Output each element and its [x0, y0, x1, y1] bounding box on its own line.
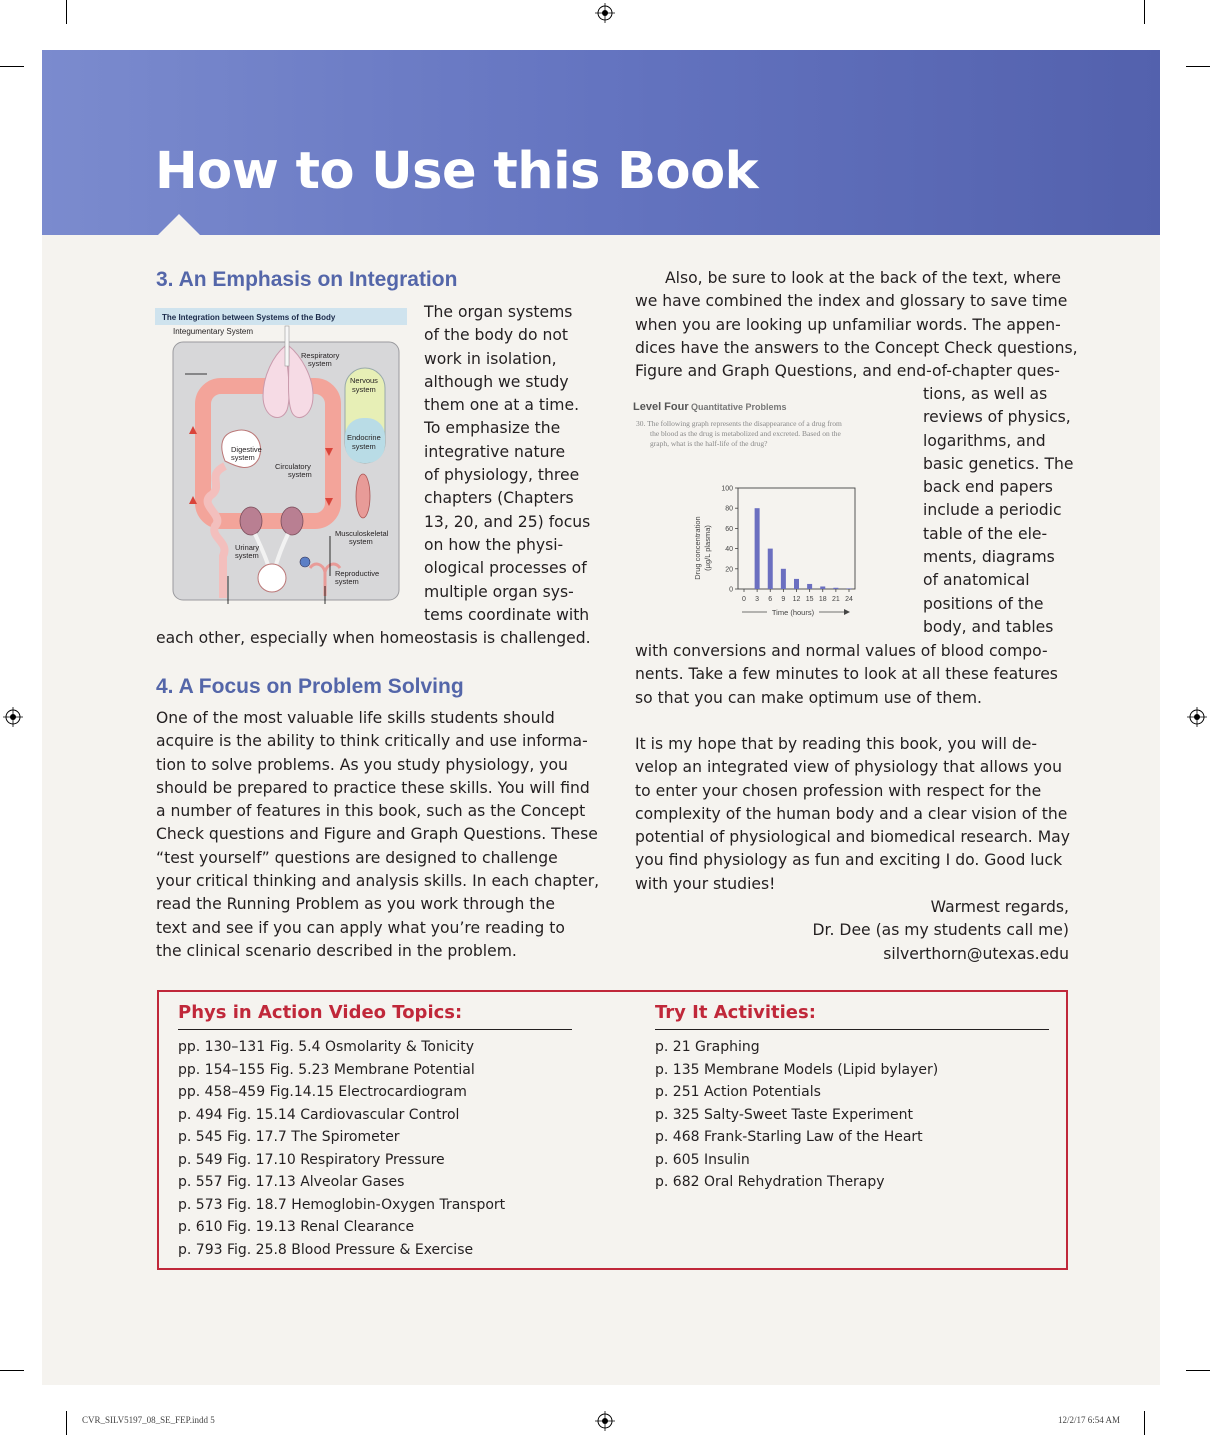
- registration-mark-icon: [1187, 707, 1207, 727]
- list-item: p. 468 Frank-Starling Law of the Heart: [655, 1129, 923, 1145]
- chart-bar: [755, 508, 760, 589]
- text-line: on how the physi-: [424, 535, 564, 554]
- list-item: p. 325 Salty-Sweet Taste Experiment: [655, 1106, 913, 1123]
- text-line: ological processes of: [424, 559, 587, 578]
- text-line: body, and tables: [923, 617, 1054, 636]
- x-tick-label: 24: [845, 596, 853, 603]
- section-4-body: [156, 707, 599, 963]
- x-tick-label: 0: [742, 596, 746, 603]
- text-line: It is my hope that by reading this book, you will de-: [635, 735, 1037, 753]
- list-item: p. 494 Fig. 15.14 Cardiovascular Control: [178, 1106, 460, 1123]
- crop-mark: [66, 1411, 67, 1435]
- text-line: a number of features in this book, such as the Concept: [156, 802, 586, 821]
- y-tick-label: 20: [725, 566, 733, 574]
- try-it-heading: Try It Activities:: [655, 1002, 816, 1023]
- text-line: we have combined the index and glossary to save time: [635, 292, 1068, 311]
- text-line: should be prepared to practice these skills. You will find: [156, 778, 590, 797]
- question-line: the blood as the drug is metabolized and excreted. Based on the: [650, 429, 841, 438]
- signoff-line: Dr. Dee (as my students call me): [812, 921, 1069, 940]
- crop-mark: [1144, 1411, 1145, 1435]
- text-line: your critical thinking and analysis skills. In each chapter,: [156, 872, 600, 891]
- page-title: How to Use this Book: [155, 142, 759, 201]
- label-endocrine-2: system: [352, 442, 376, 451]
- text-line: tems coordinate with: [424, 605, 590, 624]
- chart-bar: [847, 588, 852, 589]
- text-line: potential of physiological and biomedical research. May: [635, 828, 1070, 847]
- y-tick-label: 60: [725, 525, 733, 533]
- label-respiratory-2: system: [308, 359, 332, 368]
- text-line: tion to solve problems. As you study physiology, you: [156, 755, 568, 774]
- y-tick-label: 100: [721, 485, 733, 493]
- list-item: p. 549 Fig. 17.10 Respiratory Pressure: [178, 1151, 445, 1168]
- text-line: although we study: [424, 372, 569, 391]
- text-line: Also, be sure to look at the back of the text, where: [665, 269, 1061, 287]
- list-item: p. 610 Fig. 19.13 Renal Clearance: [178, 1219, 415, 1235]
- chart-ylabel-2: (µg/L plasma): [703, 525, 712, 571]
- level-four-figure: [630, 396, 912, 626]
- list-item: p. 605 Insulin: [655, 1151, 750, 1168]
- half-life-bar-chart: [721, 486, 855, 604]
- level-four-subheading: Quantitative Problems: [691, 402, 787, 412]
- question-line: graph, what is the half-life of the drug?: [650, 439, 768, 448]
- crop-mark: [1186, 66, 1210, 67]
- slug-date: 12/2/17 6:54 AM: [1058, 1415, 1121, 1425]
- text-line: acquire is the ability to think critically and use informa-: [156, 732, 588, 751]
- text-line: 13, 20, and 25) focus: [424, 512, 591, 531]
- text-line: each other, especially when homeostasis is challenged.: [156, 629, 591, 647]
- label-urinary: Urinary: [235, 543, 260, 552]
- level-four-heading: Level Four: [633, 401, 689, 413]
- text-line: text and see if you can apply what you’re reading to: [156, 918, 565, 937]
- x-tick-label: 12: [792, 596, 801, 603]
- x-tick-label: 9: [781, 596, 786, 603]
- divider: [178, 1029, 572, 1030]
- text-line: of the body do not: [424, 326, 568, 345]
- label-nervous: Nervous: [350, 376, 378, 385]
- text-line: One of the most valuable life skills students should: [156, 709, 555, 727]
- text-line: “test yourself” questions are designed to challenge: [156, 848, 558, 867]
- banner-notch: [158, 214, 200, 235]
- chart-bar: [781, 569, 786, 589]
- text-line: basic genetics. The: [923, 454, 1074, 473]
- crop-mark: [66, 0, 67, 24]
- signoff: [813, 896, 1069, 966]
- label-reproductive: Reproductive: [335, 569, 380, 578]
- y-tick-label: 0: [729, 586, 733, 594]
- text-line: Check questions and Figure and Graph Questions. These: [156, 825, 598, 844]
- question-line: 30. The following graph represents the disappearance of a drug from: [636, 419, 842, 428]
- list-item: p. 21 Graphing: [655, 1039, 760, 1055]
- x-tick-label: 6: [768, 596, 773, 603]
- list-item: p. 557 Fig. 17.13 Alveolar Gases: [178, 1174, 405, 1190]
- text-line: them one at a time.: [424, 396, 580, 415]
- crop-mark: [0, 1370, 24, 1371]
- text-line: back end papers: [923, 478, 1053, 497]
- list-item: p. 135 Membrane Models (Lipid bylayer): [655, 1061, 939, 1078]
- label-musculoskeletal-2: system: [349, 537, 373, 546]
- x-tick-label: 15: [805, 596, 814, 603]
- right-column-hope: [635, 733, 1070, 896]
- x-tick-label: 18: [818, 596, 827, 603]
- right-column-after: [635, 640, 1058, 710]
- section-3-tail: [156, 627, 591, 650]
- list-item: p. 573 Fig. 18.7 Hemoglobin-Oxygen Transport: [178, 1196, 506, 1213]
- text-line: of anatomical: [923, 571, 1030, 590]
- right-column-intro: [635, 267, 1078, 383]
- label-urinary-2: system: [235, 551, 259, 560]
- x-tick-label: 3: [755, 596, 760, 603]
- text-line: positions of the: [923, 594, 1044, 613]
- text-line: The organ systems: [424, 303, 573, 321]
- chart-bar: [768, 549, 773, 589]
- label-nervous-2: system: [352, 385, 376, 394]
- list-item: pp. 130–131 Fig. 5.4 Osmolarity & Tonicity: [178, 1039, 475, 1055]
- figure-title: The Integration between Systems of the Body: [162, 313, 336, 322]
- registration-mark-icon: [3, 707, 23, 727]
- text-line: work in isolation,: [424, 349, 557, 368]
- right-column-wrapped: [923, 383, 1073, 639]
- text-line: with conversions and normal values of blood compo-: [635, 642, 1048, 660]
- integration-figure: [155, 306, 409, 606]
- text-line: velop an integrated view of physiology that allows you: [635, 758, 1062, 777]
- text-line: complexity of the human body and a clear vision of the: [635, 804, 1068, 823]
- list-item: p. 545 Fig. 17.7 The Spirometer: [178, 1129, 400, 1145]
- text-line: dices have the answers to the Concept Check questions,: [635, 338, 1078, 357]
- slug-file: CVR_SILV5197_08_SE_FEP.indd 5: [82, 1415, 215, 1425]
- text-line: chapters (Chapters: [424, 489, 574, 508]
- crop-mark: [1186, 1370, 1210, 1371]
- try-it-list: [655, 1036, 938, 1194]
- list-item: pp. 458–459 Fig.14.15 Electrocardiogram: [178, 1084, 467, 1100]
- text-line: tions, as well as: [923, 385, 1048, 403]
- label-reproductive-2: system: [335, 577, 359, 586]
- chart-bar: [807, 584, 812, 589]
- text-line: reviews of physics,: [923, 408, 1071, 427]
- list-item: p. 793 Fig. 25.8 Blood Pressure & Exercise: [178, 1241, 474, 1258]
- text-line: To emphasize the: [424, 419, 561, 438]
- signoff-line: Warmest regards,: [930, 898, 1069, 916]
- label-circulatory-2: system: [288, 470, 312, 479]
- text-line: read the Running Problem as you work through the: [156, 895, 555, 914]
- chart-xlabel: Time (hours): [771, 608, 815, 617]
- text-line: table of the ele-: [923, 524, 1048, 543]
- text-line: so that you can make optimum use of them.: [635, 688, 982, 707]
- y-tick-label: 40: [725, 546, 733, 554]
- text-line: you find physiology as fun and exciting I do. Good luck: [635, 851, 1063, 870]
- text-line: ments, diagrams: [923, 548, 1055, 567]
- list-item: p. 251 Action Potentials: [655, 1084, 821, 1100]
- text-line: integrative nature: [424, 442, 566, 461]
- list-item: p. 682 Oral Rehydration Therapy: [655, 1174, 885, 1190]
- text-line: nents. Take a few minutes to look at all these features: [635, 665, 1058, 684]
- text-line: include a periodic: [923, 501, 1062, 520]
- registration-mark-icon: [595, 3, 615, 23]
- registration-mark-icon: [595, 1411, 615, 1431]
- chart-bar: [820, 586, 825, 589]
- email-link[interactable]: silverthorn@utexas.edu: [883, 944, 1069, 963]
- video-topics-heading: Phys in Action Video Topics:: [178, 1002, 463, 1023]
- text-line: with your studies!: [635, 874, 776, 893]
- text-line: Figure and Graph Questions, and end-of-chapter ques-: [635, 362, 1060, 381]
- text-line: multiple organ sys-: [424, 582, 574, 601]
- section-3-wrapped-text: [424, 301, 590, 627]
- video-topics-list: [178, 1036, 505, 1261]
- label-digestive: Digestive: [231, 445, 262, 454]
- text-line: logarithms, and: [923, 431, 1046, 450]
- y-tick-label: 80: [725, 505, 733, 513]
- label-respiratory: Respiratory: [301, 351, 340, 360]
- label-circulatory: Circulatory: [275, 462, 311, 471]
- section-3-heading: 3. An Emphasis on Integration: [156, 268, 458, 291]
- label-endocrine: Endocrine: [347, 433, 381, 442]
- section-4-heading: 4. A Focus on Problem Solving: [156, 675, 464, 698]
- divider: [655, 1029, 1049, 1030]
- text-line: when you are looking up unfamiliar words. The appen-: [635, 315, 1061, 334]
- x-tick-label: 21: [831, 596, 840, 603]
- chart-bar: [833, 588, 838, 589]
- chart-bar: [794, 579, 799, 589]
- chart-ylabel: Drug concentration: [693, 516, 702, 580]
- text-line: the clinical scenario described in the problem.: [156, 941, 517, 960]
- label-digestive-2: system: [231, 453, 255, 462]
- label-musculoskeletal: Musculoskeletal: [335, 529, 389, 538]
- crop-mark: [1144, 0, 1145, 24]
- label-integumentary: Integumentary System: [173, 327, 254, 336]
- list-item: pp. 154–155 Fig. 5.23 Membrane Potential: [178, 1061, 475, 1078]
- text-line: of physiology, three: [424, 466, 580, 485]
- crop-mark: [0, 66, 24, 67]
- text-line: to enter your chosen profession with respect for the: [635, 781, 1042, 800]
